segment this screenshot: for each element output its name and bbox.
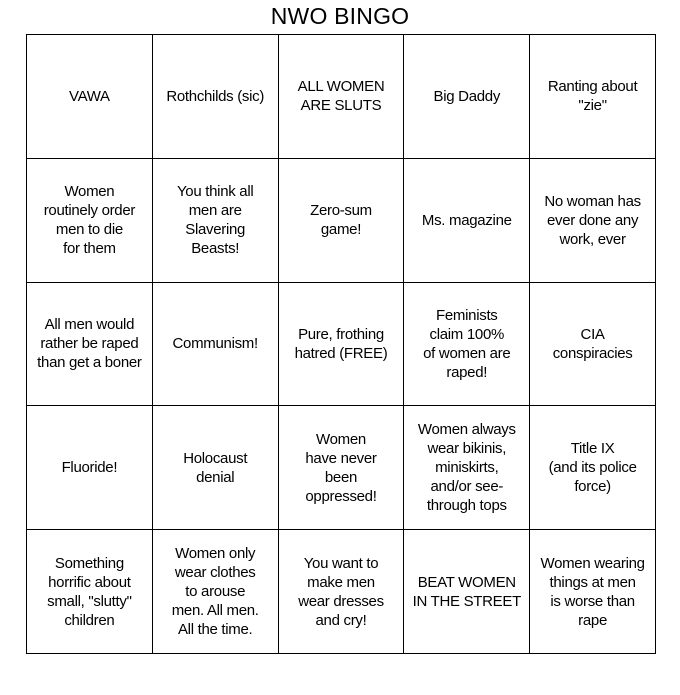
bingo-cell-text: Fluoride! [61,459,118,477]
bingo-cell [27,283,153,407]
bingo-cell [279,159,405,283]
bingo-cell-text: Zero-sum game! [310,202,372,239]
bingo-cell-text: All men would rather be raped than get a boner [37,316,142,372]
bingo-cell [530,159,656,283]
bingo-cell [530,406,656,530]
bingo-cell [153,530,279,654]
bingo-cell-text: Women routinely order men to die for them [43,183,136,258]
bingo-cell-text: Big Daddy [433,87,501,105]
bingo-cell-text: Something horrific about small, "slutty" children [47,554,132,629]
bingo-cell [404,283,530,407]
bingo-cell [279,406,405,530]
bingo-cell-text: Pure, frothing hatred (FREE) [294,325,388,362]
bingo-cell [530,35,656,159]
bingo-cell [27,35,153,159]
bingo-cell [404,35,530,159]
bingo-board [26,34,656,654]
bingo-cell [279,530,405,654]
bingo-cell-text: Communism! [172,335,258,353]
bingo-cell-text: BEAT WOMEN IN THE STREET [412,573,521,610]
bingo-cell [27,406,153,530]
bingo-cell-text: Rothchilds (sic) [166,87,265,105]
bingo-cell-text: No woman has ever done any work, ever [544,192,641,248]
bingo-cell [404,159,530,283]
bingo-cell [27,530,153,654]
bingo-cell [404,530,530,654]
bingo-cell-text: You think all men are Slavering Beasts! [176,183,254,258]
bingo-cell-text: Title IX (and its police force) [548,440,637,496]
bingo-cell-text: ALL WOMEN ARE SLUTS [297,78,385,115]
bingo-cell [530,530,656,654]
bingo-cell-text: You want to make men wear dresses and cry! [298,554,384,629]
bingo-cell [279,283,405,407]
bingo-cell [153,406,279,530]
bingo-cell-text: Women only wear clothes to arouse men. All men. All the time. [171,545,259,639]
bingo-cell [404,406,530,530]
bingo-cell [153,283,279,407]
bingo-cell-text: Women have never been oppressed! [305,430,377,505]
bingo-cell [153,35,279,159]
bingo-cell-text: Women wearing things at men is worse than rape [540,554,645,629]
bingo-cell-text: Feminists claim 100% of women are raped! [423,306,511,381]
bingo-cell-text: Women always wear bikinis, miniskirts, and/or see- through tops [417,421,516,515]
bingo-title: NWO BINGO [270,3,410,29]
bingo-cell-text: Ranting about "zie" [547,78,638,115]
bingo-cell-text: Ms. magazine [421,211,512,229]
bingo-cell [27,159,153,283]
bingo-cell [279,35,405,159]
bingo-cell [153,159,279,283]
bingo-cell-text: VAWA [69,87,110,105]
bingo-cell-text: CIA conspiracies [552,325,633,362]
bingo-cell-text: Holocaust denial [183,449,248,486]
bingo-cell [530,283,656,407]
